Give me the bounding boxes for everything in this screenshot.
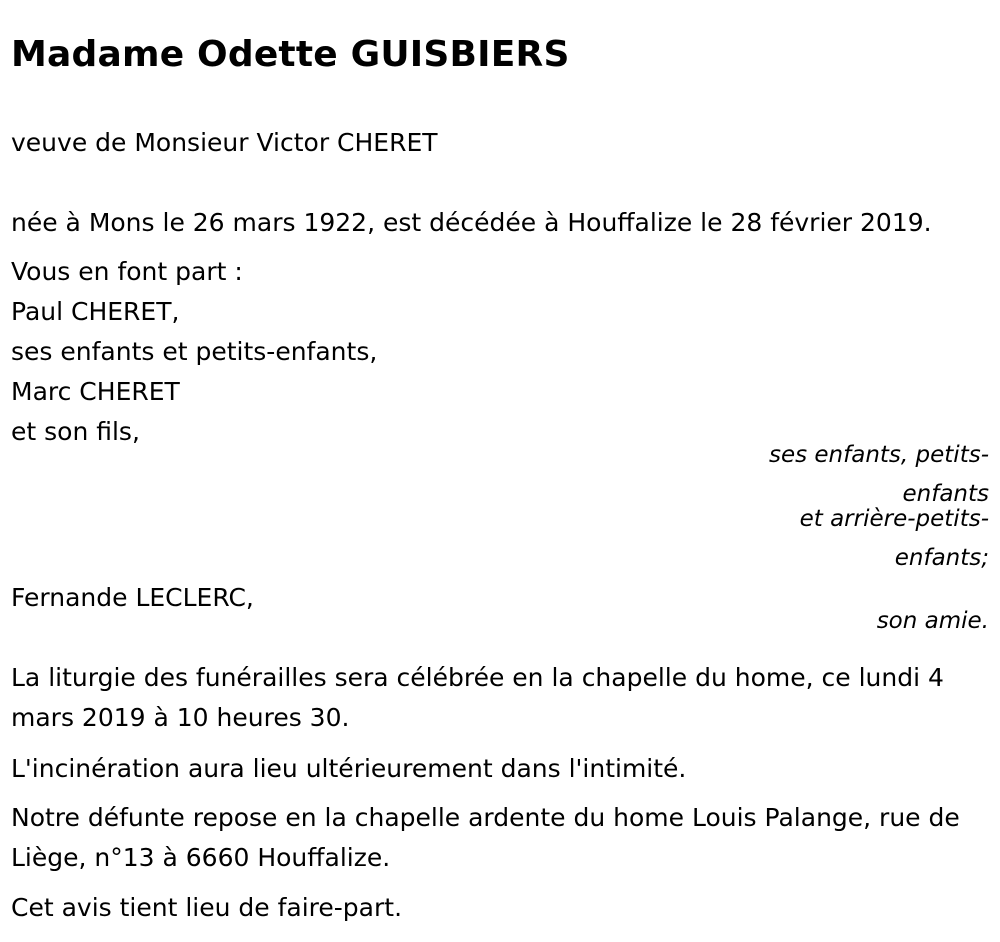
relation-children-line-1: ses enfants, petits- — [768, 442, 989, 468]
friend-relation: son amie. — [876, 608, 989, 634]
announcement-intro: Vous en font part : — [11, 257, 243, 286]
incineration-paragraph: L'incinération aura lieu ultérieurement dans l'intimité. — [11, 754, 687, 783]
relation-children-line-3: et arrière-petits- — [799, 506, 989, 532]
liturgy-paragraph: La liturgie des funérailles sera célébrée en la chapelle du home, ce lundi 4 mars 2019 à 10 heures 30. — [11, 663, 944, 732]
family-member-2: ses enfants et petits-enfants, — [11, 337, 378, 366]
relation-children-line-2: enfants — [902, 481, 989, 507]
friend-name: Fernande LECLERC, — [11, 583, 254, 612]
widow-line: veuve de Monsieur Victor CHERET — [11, 128, 438, 157]
obituary-notice — [11, 0, 991, 942]
family-member-1: Paul CHERET, — [11, 297, 180, 326]
deceased-name-heading: Madame Odette GUISBIERS — [11, 34, 570, 75]
relation-children-line-4: enfants; — [894, 545, 989, 571]
birth-death-line: née à Mons le 26 mars 1922, est décédée à Houffalize le 28 février 2019. — [11, 208, 932, 237]
closing-paragraph: Cet avis tient lieu de faire-part. — [11, 893, 403, 922]
family-member-4: et son fils, — [11, 417, 140, 446]
resting-place-paragraph: Notre défunte repose en la chapelle ardente du home Louis Palange, rue de Liège, n°13 à 6660 Houffalize. — [11, 803, 960, 872]
family-member-3: Marc CHERET — [11, 377, 180, 406]
